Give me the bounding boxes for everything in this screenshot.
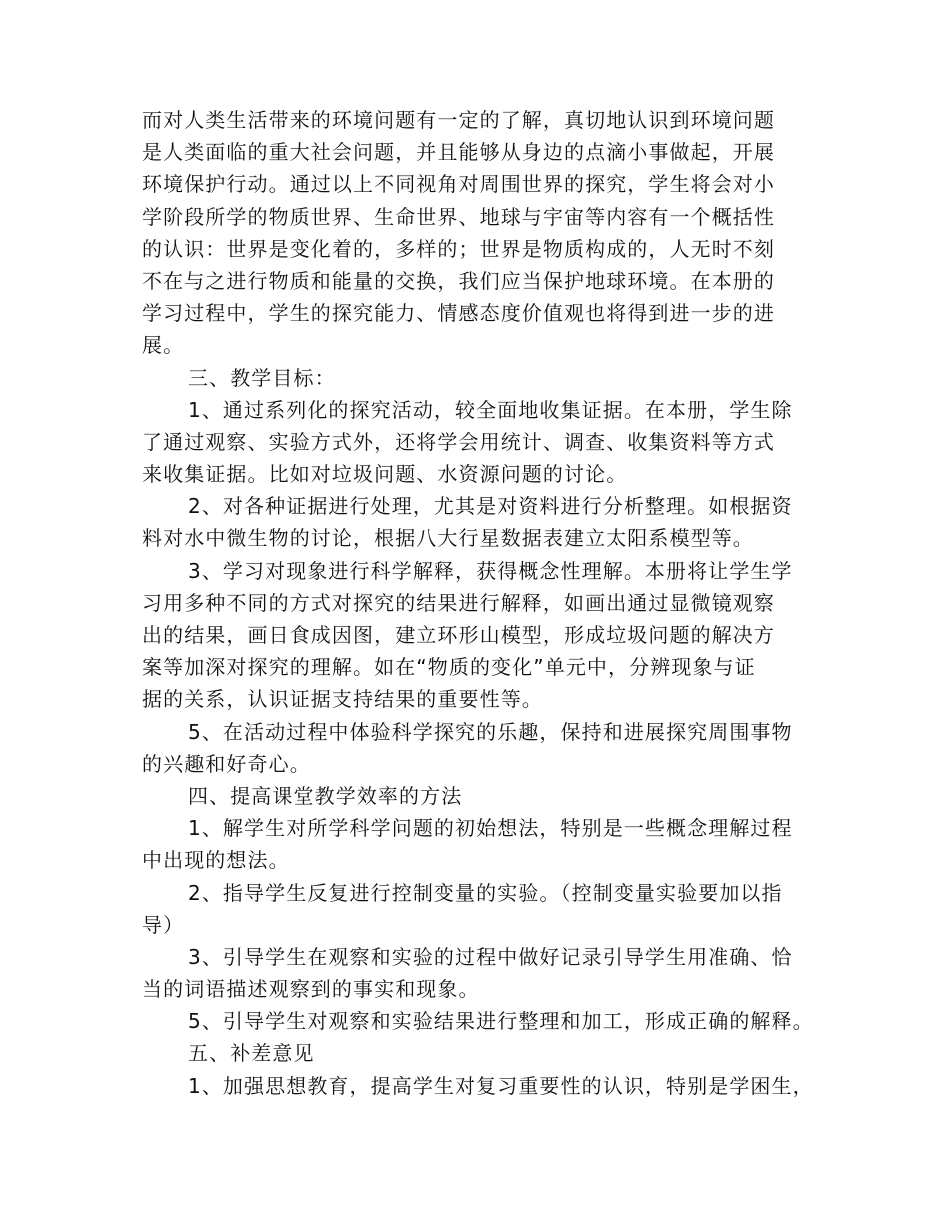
text-line: 环境保护行动。通过以上不同视角对周围世界的探究，学生将会对小 [142,172,775,197]
text-line: 导） [142,912,185,937]
text-line: 五、补差意见 [188,1041,315,1066]
text-line: 来收集证据。比如对垃圾问题、水资源问题的讨论。 [142,462,628,487]
text-line: 而对人类生活带来的环境问题有一定的了解，真切地认识到环境问题 [142,108,775,132]
text-line: 3、学习对现象进行科学解释，获得概念性理解。本册将让学生学 [188,558,793,583]
text-line: 是人类面临的重大社会问题，并且能够从身边的点滴小事做起，开展 [142,140,775,165]
text-line: 四、提高课堂教学效率的方法 [188,783,463,808]
text-line: 中出现的想法。 [142,848,290,873]
text-line: 料对水中微生物的讨论，根据八大行星数据表建立太阳系模型等。 [142,526,754,551]
text-line: 三、教学目标： [188,365,336,390]
text-line: 习用多种不同的方式对探究的结果进行解释，如画出通过显微镜观察 [142,590,775,615]
text-line: 5、引导学生对观察和实验结果进行整理和加工，形成正确的解释。 [188,1009,814,1034]
text-line: 的认识：世界是变化着的，多样的；世界是物质构成的，人无时不刻 [142,236,775,261]
text-line: 1、通过系列化的探究活动，较全面地收集证据。在本册，学生除 [188,397,793,422]
text-line: 的兴趣和好奇心。 [142,751,311,776]
text-line: 不在与之进行物质和能量的交换，我们应当保护地球环境。在本册的 [142,268,775,293]
text-line: 1、解学生对所学科学问题的初始想法，特别是一些概念理解过程 [188,816,793,841]
text-line: 学习过程中，学生的探究能力、情感态度价值观也将得到进一步的进 [142,301,775,326]
text-line: 2、指导学生反复进行控制变量的实验。（控制变量实验要加以指 [188,880,783,905]
text-line: 1、加强思想教育，提高学生对复习重要性的认识，特别是学困生， [188,1073,814,1098]
text-line: 2、对各种证据进行处理，尤其是对资料进行分析整理。如根据资 [188,494,793,519]
text-line: 展。 [142,333,185,358]
text-line: 出的结果，画日食成因图，建立环形山模型，形成垃圾问题的解决方 [142,623,775,647]
text-line: 学阶段所学的物质世界、生命世界、地球与宇宙等内容有一个概括性 [142,204,775,229]
text-line: 据的关系，认识证据支持结果的重要性等。 [142,687,543,712]
text-line: 5、在活动过程中体验科学探究的乐趣，保持和进展探究周围事物 [188,719,793,744]
text-line: 案等加深对探究的理解。如在“物质的变化”单元中，分辨现象与证 [142,655,756,680]
text-line: 当的词语描述观察到的事实和现象。 [142,977,480,1002]
text-line: 了通过观察、实验方式外，还将学会用统计、调查、收集资料等方式 [142,429,775,454]
text-line: 3、引导学生在观察和实验的过程中做好记录引导学生用准确、恰 [188,944,793,969]
document-body [142,104,832,1102]
